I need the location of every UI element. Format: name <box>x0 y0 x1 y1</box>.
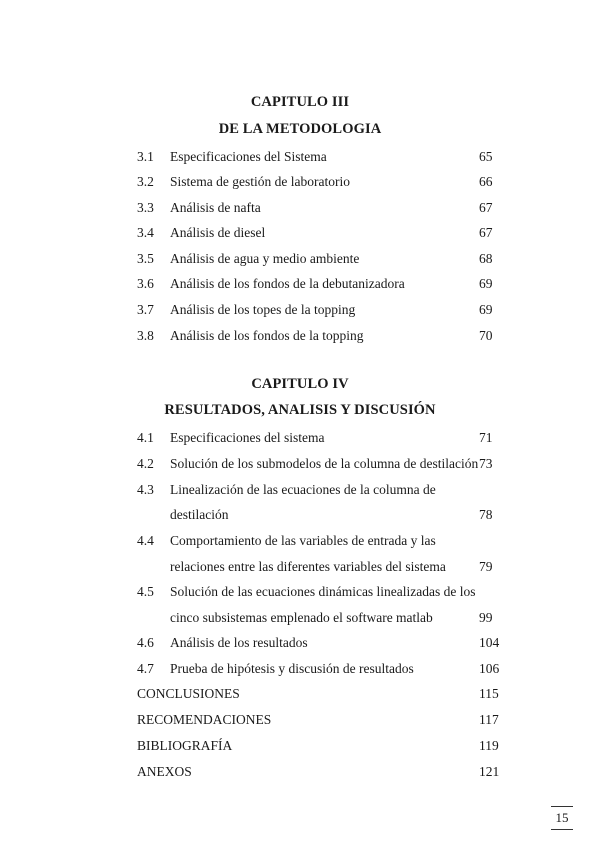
toc-end-section <box>0 762 600 782</box>
section-number: 3.4 <box>137 225 154 240</box>
section-number: 3.3 <box>137 200 154 215</box>
section-number: 3.6 <box>137 276 154 291</box>
chapter4-title: CAPITULO IV <box>251 376 349 392</box>
page-ref: 115 <box>479 686 499 701</box>
toc-entry <box>0 172 600 192</box>
section-title: ANEXOS <box>137 764 192 779</box>
section-number: 4.4 <box>137 533 154 548</box>
section-number: 4.6 <box>137 635 154 650</box>
toc-entry <box>0 582 600 602</box>
page-ref: 73 <box>479 456 493 471</box>
page-number: 15 <box>551 806 573 830</box>
section-title: Análisis de agua y medio ambiente <box>170 251 360 266</box>
page-ref: 66 <box>479 174 493 189</box>
toc-entry <box>0 659 600 679</box>
page-ref: 78 <box>479 507 493 522</box>
section-title: cinco subsistemas emplenado el software matlab <box>170 610 433 625</box>
chapter3-title: CAPITULO III <box>250 94 350 110</box>
section-title: Prueba de hipótesis y discusión de resultados <box>170 661 414 676</box>
section-number: 3.2 <box>137 174 154 189</box>
toc-entry <box>0 300 600 320</box>
section-title: Análisis de los fondos de la topping <box>170 328 364 343</box>
chapter4-subtitle: RESULTADOS, ANALISIS Y DISCUSIÓN <box>164 402 436 418</box>
toc-entry-continuation <box>0 557 600 577</box>
toc-entry <box>0 274 600 294</box>
toc-entry-continuation <box>0 505 600 525</box>
section-title: Solución de los submodelos de la columna de destilación <box>170 456 479 471</box>
page-ref: 99 <box>479 610 493 625</box>
page-ref: 69 <box>479 302 493 317</box>
page-ref: 104 <box>479 635 500 650</box>
section-title: Análisis de los resultados <box>170 635 308 650</box>
section-number: 3.5 <box>137 251 154 266</box>
section-number: 4.2 <box>137 456 154 471</box>
section-title: Análisis de los fondos de la debutanizadora <box>170 276 405 291</box>
section-title: Análisis de diesel <box>170 225 266 240</box>
section-title: Especificaciones del Sistema <box>170 149 327 164</box>
page-ref: 67 <box>479 200 493 215</box>
section-title: Especificaciones del sistema <box>170 430 325 445</box>
toc-entry <box>0 480 600 500</box>
toc-entry <box>0 326 600 346</box>
section-number: 3.8 <box>137 328 154 343</box>
toc-entry <box>0 198 600 218</box>
toc-end-section <box>0 710 600 730</box>
page-ref: 67 <box>479 225 493 240</box>
toc-entry <box>0 454 600 474</box>
section-title: Sistema de gestión de laboratorio <box>170 174 350 189</box>
section-number: 4.7 <box>137 661 154 676</box>
toc-entry <box>0 223 600 243</box>
section-title: Análisis de los topes de la topping <box>170 302 356 317</box>
toc-entry <box>0 531 600 551</box>
section-title: destilación <box>170 507 229 522</box>
page-ref: 119 <box>479 738 499 753</box>
toc-entry <box>0 249 600 269</box>
section-title: BIBLIOGRAFÍA <box>137 738 233 753</box>
section-number: 4.1 <box>137 430 154 445</box>
section-title: RECOMENDACIONES <box>137 712 272 727</box>
chapter3-subtitle: DE LA METODOLOGIA <box>218 121 382 137</box>
page-ref: 70 <box>479 328 493 343</box>
toc-entry <box>0 633 600 653</box>
section-number: 4.3 <box>137 482 154 497</box>
toc-entry-continuation <box>0 608 600 628</box>
section-title: Solución de las ecuaciones dinámicas linealizadas de los <box>170 584 476 599</box>
page-ref: 121 <box>479 764 500 779</box>
section-number: 3.7 <box>137 302 154 317</box>
section-title: relaciones entre las diferentes variables del sistema <box>170 559 446 574</box>
section-title: Linealización de las ecuaciones de la columna de <box>170 482 436 497</box>
page-ref: 106 <box>479 661 500 676</box>
toc-entry <box>0 147 600 167</box>
section-number: 4.5 <box>137 584 154 599</box>
page-ref: 117 <box>479 712 499 727</box>
page-ref: 79 <box>479 559 493 574</box>
page-ref: 65 <box>479 149 493 164</box>
section-title: Análisis de nafta <box>170 200 261 215</box>
section-title: Comportamiento de las variables de entrada y las <box>170 533 436 548</box>
section-number: 3.1 <box>137 149 154 164</box>
page-ref: 69 <box>479 276 493 291</box>
page-ref: 71 <box>479 430 493 445</box>
toc-entry <box>0 428 600 448</box>
toc-end-section <box>0 684 600 704</box>
toc-end-section <box>0 736 600 756</box>
section-title: CONCLUSIONES <box>137 686 240 701</box>
page-ref: 68 <box>479 251 493 266</box>
